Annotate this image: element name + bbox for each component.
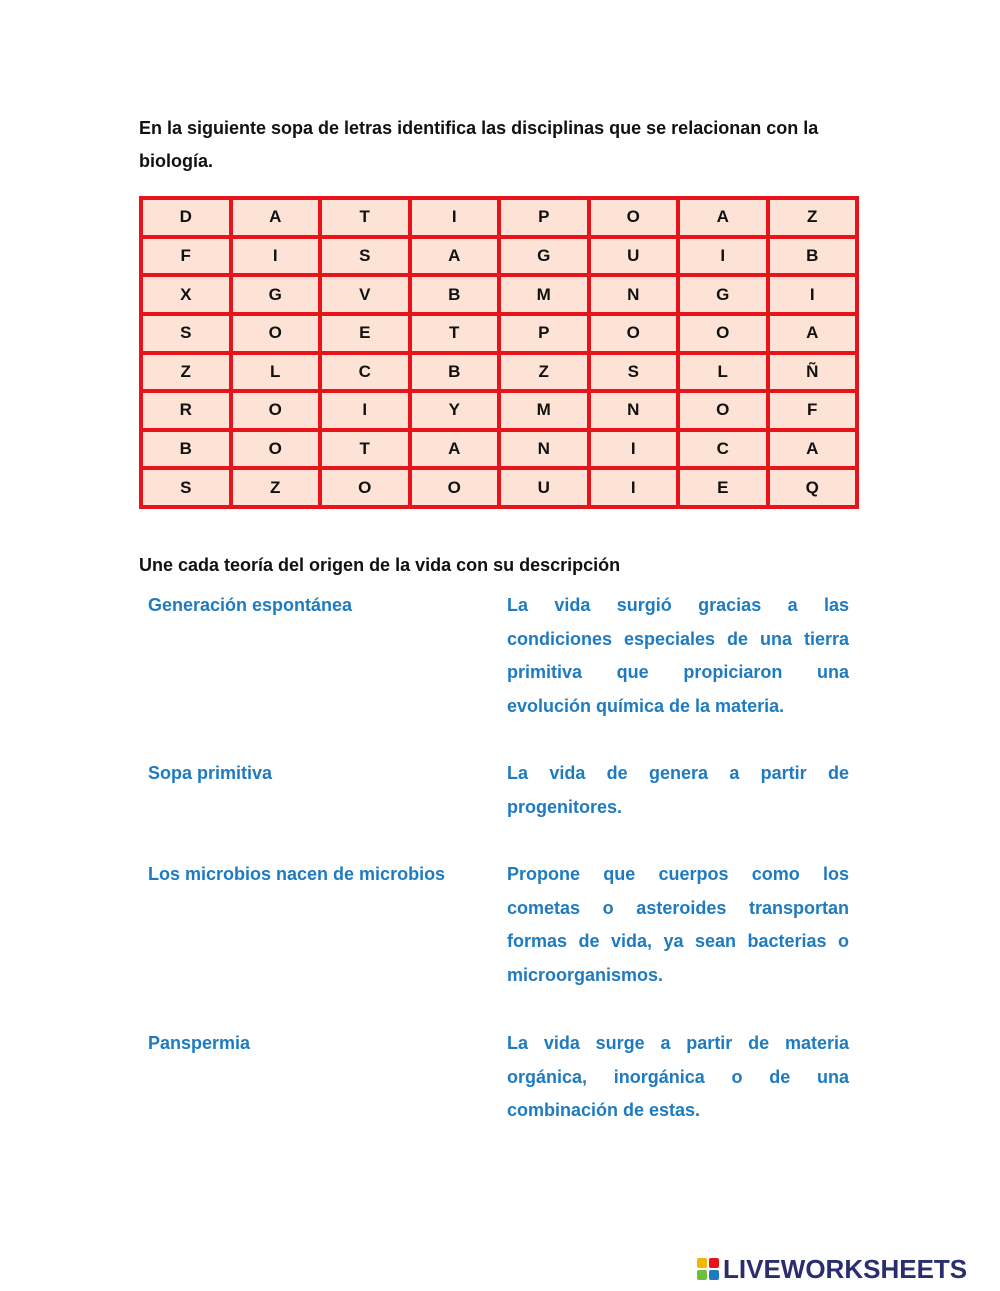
grid-cell[interactable]: C: [320, 353, 410, 392]
grid-cell[interactable]: O: [589, 314, 679, 353]
grid-cell[interactable]: D: [141, 198, 231, 237]
grid-cell[interactable]: O: [320, 468, 410, 507]
grid-cell[interactable]: A: [410, 430, 500, 469]
grid-cell[interactable]: L: [678, 353, 768, 392]
grid-cell[interactable]: O: [678, 314, 768, 353]
grid-cell[interactable]: B: [768, 237, 858, 276]
grid-cell[interactable]: E: [320, 314, 410, 353]
grid-cell[interactable]: P: [499, 314, 589, 353]
grid-cell[interactable]: S: [141, 468, 231, 507]
grid-row: [141, 353, 857, 392]
instruction-text: En la siguiente sopa de letras identifica las disciplinas que se relacionan con la biología.: [139, 118, 819, 171]
logo-square: [697, 1270, 707, 1280]
grid-cell[interactable]: F: [141, 237, 231, 276]
grid-cell[interactable]: P: [499, 198, 589, 237]
grid-cell[interactable]: I: [678, 237, 768, 276]
matching-title: Une cada teoría del origen de la vida con su descripción: [139, 555, 621, 575]
grid-cell[interactable]: I: [320, 391, 410, 430]
grid-cell[interactable]: S: [320, 237, 410, 276]
grid-cell[interactable]: U: [499, 468, 589, 507]
theory-item[interactable]: Sopa primitiva: [148, 763, 273, 783]
grid-cell[interactable]: M: [499, 275, 589, 314]
grid-cell[interactable]: I: [589, 430, 679, 469]
grid-row: [141, 275, 857, 314]
grid-cell[interactable]: I: [589, 468, 679, 507]
grid-cell[interactable]: M: [499, 391, 589, 430]
grid-cell[interactable]: A: [768, 430, 858, 469]
grid-cell[interactable]: A: [410, 237, 500, 276]
grid-cell[interactable]: A: [231, 198, 321, 237]
grid-cell[interactable]: U: [589, 237, 679, 276]
grid-cell[interactable]: O: [410, 468, 500, 507]
liveworksheets-logo: [697, 1254, 967, 1284]
grid-row: [141, 314, 857, 353]
grid-cell[interactable]: I: [231, 237, 321, 276]
grid-cell[interactable]: Y: [410, 391, 500, 430]
grid-cell[interactable]: S: [141, 314, 231, 353]
grid-cell[interactable]: G: [499, 237, 589, 276]
grid-cell[interactable]: F: [768, 391, 858, 430]
logo-square: [709, 1258, 719, 1268]
grid-cell[interactable]: T: [410, 314, 500, 353]
grid-cell[interactable]: Ñ: [768, 353, 858, 392]
grid-cell[interactable]: L: [231, 353, 321, 392]
logo-text: LIVEWORKSHEETS: [723, 1253, 968, 1284]
grid-cell[interactable]: O: [678, 391, 768, 430]
grid-cell[interactable]: V: [320, 275, 410, 314]
logo-mark-icon: [697, 1258, 719, 1280]
grid-cell[interactable]: I: [410, 198, 500, 237]
word-search-grid: [139, 196, 859, 509]
grid-cell[interactable]: I: [768, 275, 858, 314]
grid-row: [141, 430, 857, 469]
grid-cell[interactable]: Z: [141, 353, 231, 392]
grid-cell[interactable]: N: [589, 391, 679, 430]
grid-row: [141, 468, 857, 507]
grid-cell[interactable]: Z: [768, 198, 858, 237]
grid-cell[interactable]: E: [678, 468, 768, 507]
grid-cell[interactable]: Z: [231, 468, 321, 507]
theory-item[interactable]: Los microbios nacen de microbios: [148, 864, 446, 884]
grid-cell[interactable]: X: [141, 275, 231, 314]
grid-row: [141, 198, 857, 237]
grid-cell[interactable]: B: [410, 275, 500, 314]
grid-cell[interactable]: G: [231, 275, 321, 314]
grid-cell[interactable]: R: [141, 391, 231, 430]
grid-cell[interactable]: C: [678, 430, 768, 469]
theory-item[interactable]: Generación espontánea: [148, 595, 353, 615]
grid-cell[interactable]: T: [320, 198, 410, 237]
grid-cell[interactable]: N: [589, 275, 679, 314]
description-item[interactable]: Propone que cuerpos como los cometas o asteroides transportan formas de vida, ya sean bacterias o microorganismos.: [507, 864, 849, 985]
grid-cell[interactable]: O: [231, 391, 321, 430]
grid-cell[interactable]: B: [410, 353, 500, 392]
grid-cell[interactable]: O: [231, 314, 321, 353]
description-item[interactable]: La vida surge a partir de materia orgánica, inorgánica o de una combinación de estas.: [507, 1033, 849, 1121]
grid-cell[interactable]: Z: [499, 353, 589, 392]
grid-cell[interactable]: A: [678, 198, 768, 237]
grid-cell[interactable]: O: [231, 430, 321, 469]
grid-cell[interactable]: N: [499, 430, 589, 469]
grid-cell[interactable]: O: [589, 198, 679, 237]
grid-row: [141, 391, 857, 430]
description-item[interactable]: La vida surgió gracias a las condiciones especiales de una tierra primitiva que propiciaron una evolución química de la materia.: [507, 595, 849, 716]
grid-cell[interactable]: B: [141, 430, 231, 469]
grid-cell[interactable]: S: [589, 353, 679, 392]
logo-square: [697, 1258, 707, 1268]
grid-cell[interactable]: A: [768, 314, 858, 353]
grid-cell[interactable]: G: [678, 275, 768, 314]
grid-cell[interactable]: T: [320, 430, 410, 469]
description-item[interactable]: La vida de genera a partir de progenitores.: [507, 763, 849, 817]
grid-row: [141, 237, 857, 276]
logo-square: [709, 1270, 719, 1280]
theory-item[interactable]: Panspermia: [148, 1033, 251, 1053]
grid-cell[interactable]: Q: [768, 468, 858, 507]
